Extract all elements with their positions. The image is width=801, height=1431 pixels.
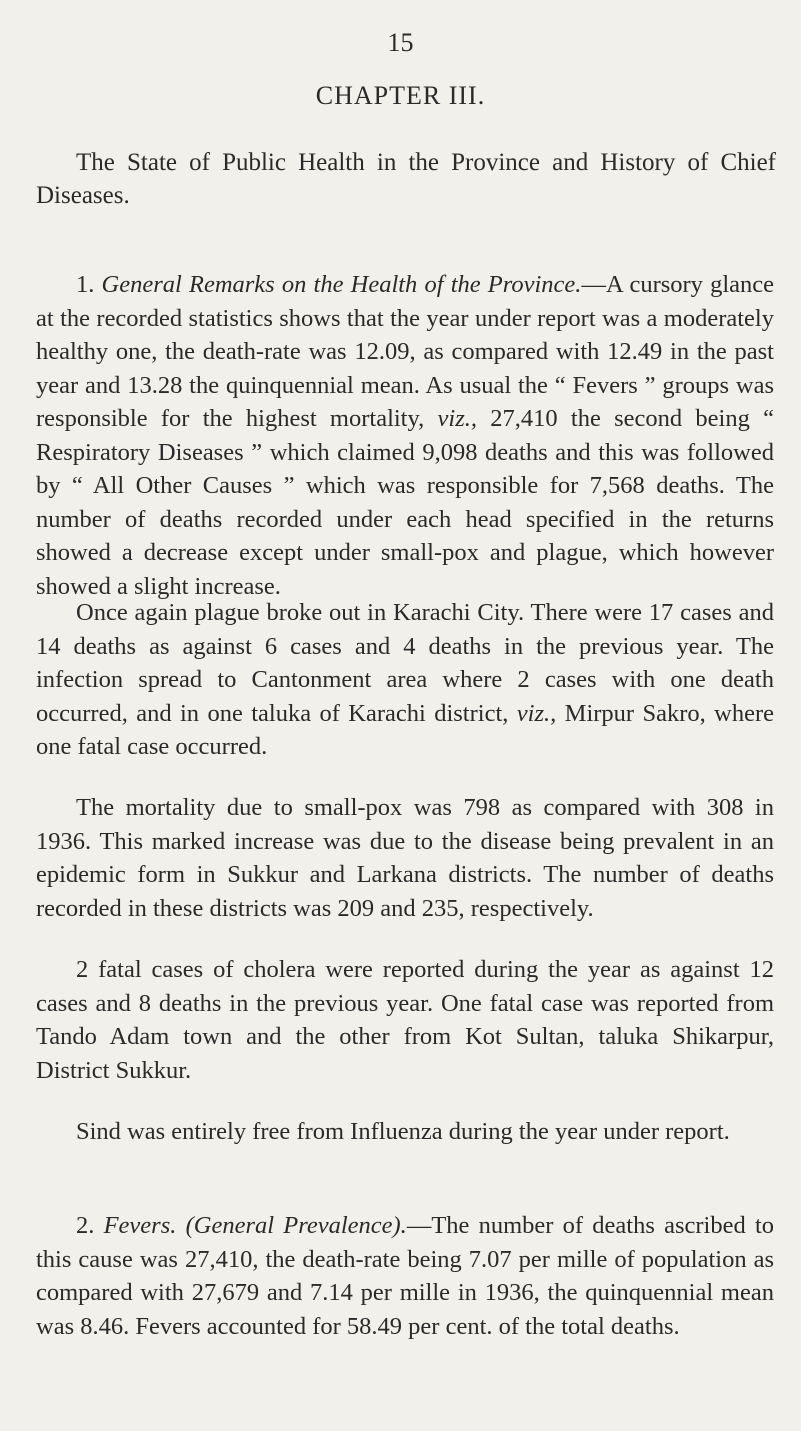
section-number: 2. <box>76 1212 104 1239</box>
viz-abbreviation: viz., <box>437 405 478 432</box>
paragraph-text: Once again plague broke out in Karachi City. There were 17 cases and 14 deaths as against 6 cases and 4 deaths in the previous year. The infection spread to Cantonment area where 2 cases with one death occurred, and in one taluka of Karachi district, <box>36 599 774 727</box>
paragraph-cholera: 2 fatal cases of cholera were reported during the year as against 12 cases and 8 deaths in the previous year. One fatal case was reported from Tando Adam town and the other from Kot Sultan, taluka Shikarpur, District Sukkur. <box>36 956 774 1084</box>
section-heading: Fevers. (General Prevalence). <box>103 1212 407 1239</box>
paragraph-text: —A cursory glance at the recorded statistics shows that the year under report was a moderately healthy one, the death-rate was 12.09, as compared with 12.49 in the past year and 13.28 the quinquennial mean. As usual the “ Fevers ” groups was responsible for the highest mortality, <box>36 271 775 432</box>
paragraph-general-remarks <box>36 268 774 603</box>
section-heading: General Remarks on the Health of the Province. <box>101 271 582 298</box>
paragraph-influenza: Sind was entirely free from Influenza during the year under report. <box>76 1118 730 1145</box>
paragraph-fevers <box>36 1209 774 1343</box>
paragraph-text: —The number of deaths ascribed to this cause was 27,410, the death-rate being 7.07 per mille of population as compared with 27,679 and 7.14 per mille in 1936, the quinquennial mean was 8.46. Fevers accounted for 58.49 per cent. of the total deaths. <box>36 1212 775 1340</box>
chapter-heading: CHAPTER III. <box>315 81 486 110</box>
paragraph-text: 27,410 the second being “ Respiratory Diseases ” which claimed 9,098 deaths and this was followed by “ All Other Causes ” which was responsible for 7,568 deaths. The number of deaths recorded under each head specified in the returns showed a decrease except under small-pox and plague, which however showed a slight increase. <box>36 405 774 600</box>
section-number: 1. <box>76 271 102 298</box>
viz-abbreviation: viz., <box>516 699 557 727</box>
page-number: 15 <box>387 28 414 57</box>
paragraph-text: Mirpur Sakro, where one fatal case occurred. <box>36 699 775 760</box>
section-title: The State of Public Health in the Province and History of Chief Diseases. <box>36 149 776 209</box>
paragraph-small-pox: The mortality due to small-pox was 798 as compared with 308 in 1936. This marked increase was due to the disease being prevalent in an epidemic form in Sukkur and Larkana districts. The number of deaths recorded in these districts was 209 and 235, respectively. <box>36 794 774 922</box>
paragraph-plague <box>36 596 774 764</box>
